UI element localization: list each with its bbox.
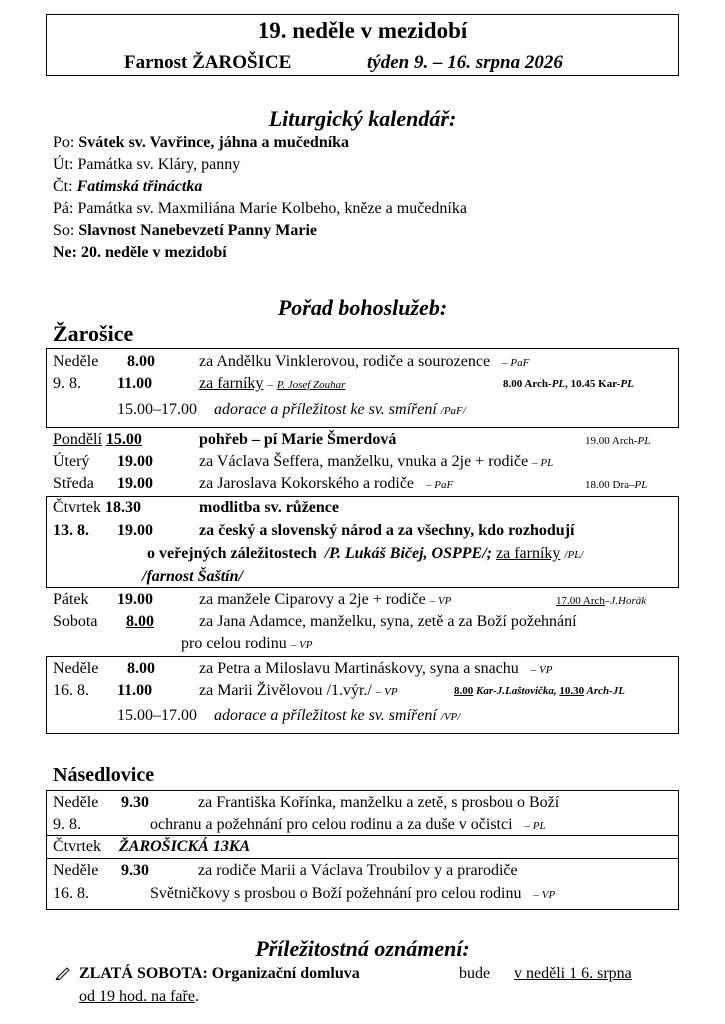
parish-name: Farnost ŽAROŠICE — [124, 52, 292, 73]
announcement-item: v neděli 1 6. srpna — [514, 965, 632, 982]
service-day: Čtvrtek — [53, 838, 101, 855]
service-day: Pátek — [53, 591, 89, 608]
service-day: Úterý — [53, 453, 90, 470]
service-intention-cont: /farnost Šaštín/ — [142, 568, 243, 585]
service-intention: za Petra a Miloslavu Martináskovy, syna a snachu – VP — [199, 660, 553, 677]
service-intention: za Františka Kořínka, manželku a zetě, s prosbou o Boží — [198, 794, 560, 811]
service-time: 19.00 — [117, 475, 153, 492]
service-date: 9. 8. — [53, 816, 81, 833]
service-intention: za český a slovenský národ a za všechny, kdo rozhodují — [199, 522, 575, 539]
service-row: Neděle — [53, 353, 99, 370]
calendar-day: Po: Svátek sv. Vavřince, jáhna a mučedníka — [53, 134, 350, 151]
announcement-item: od 19 hod. na faře. — [79, 988, 199, 1005]
service-time: 8.00 — [127, 660, 155, 677]
services-heading: Pořad bohoslužeb: — [277, 295, 448, 320]
service-date: 9. 8. — [53, 375, 81, 392]
service-locations: 18.00 Dra–PL — [585, 479, 648, 491]
service-row-monday: Pondělí 15.00 — [53, 431, 142, 448]
service-intention: pohřeb – pí Marie Šmerdová — [199, 431, 397, 448]
announcement-item: ZLATÁ SOBOTA: Organizační domluva — [79, 965, 360, 982]
calendar-day: Út: Památka sv. Kláry, panny — [53, 156, 241, 173]
calendar-heading: Liturgický kalendář: — [268, 106, 457, 131]
service-time: 11.00 — [117, 682, 153, 699]
service-intention: za manžele Ciparovy a 2je + rodiče – VP — [199, 591, 452, 608]
adoration-time: 15.00–17.00 — [117, 707, 197, 724]
zarosice-heading: Žarošice — [53, 321, 134, 346]
announcements-heading: Příležitostná oznámení: — [255, 936, 470, 961]
service-intention-cont: Světničkovy s prosbou o Boží požehnání pro celou rodinu – VP — [150, 885, 556, 902]
nasedlovice-divider — [46, 858, 679, 859]
service-intention: za Jana Adamce, manželku, syna, zetě a za Boží požehnání — [199, 613, 577, 630]
service-date: 16. 8. — [53, 682, 89, 699]
adoration-time: 15.00–17.00 — [117, 401, 197, 418]
service-date: 16. 8. — [53, 885, 89, 902]
service-intention: ŽAROŠICKÁ 13KA — [119, 838, 251, 855]
service-intention-cont: pro celou rodinu – VP — [181, 635, 313, 652]
service-date: 13. 8. — [53, 522, 89, 539]
service-intention: za Václava Šeffera, manželku, vnuka a 2je + rodiče – PL — [199, 453, 554, 470]
service-locations: 8.00 Arch-PL, 10.45 Kar-PL — [503, 378, 634, 390]
adoration-text: adorace a příležitost ke sv. smíření /VP/ — [214, 707, 461, 724]
service-time: 19.00 — [117, 522, 153, 539]
service-intention: za Marii Živělovou /1.výr./ – VP — [199, 682, 398, 699]
service-locations: 8.00 Kar-J.Laštovička, 10.30 Arch-JL — [454, 685, 626, 697]
service-time: 9.30 — [121, 862, 149, 879]
service-time: 8.00 — [126, 613, 154, 630]
service-intention-cont: ochranu a požehnání pro celou rodinu a za duše v očistci – PL — [150, 816, 546, 833]
service-locations: 17.00 Arch–J.Horák — [556, 595, 647, 607]
service-time: 8.00 — [127, 353, 155, 370]
calendar-day: So: Slavnost Nanebevzetí Panny Marie — [53, 222, 317, 239]
service-intention: za rodiče Marii a Václava Troubilov y a prarodiče — [198, 862, 518, 879]
service-intention-cont: o veřejných záležitostech /P. Lukáš Bičej, OSPPE/; za farníky /PL/ — [147, 545, 584, 562]
pen-icon — [55, 966, 71, 984]
service-day: Čtvrtek 18.30 — [53, 499, 141, 516]
calendar-day: Čt: Fatimská třináctka — [53, 178, 203, 195]
adoration-text: adorace a příležitost ke sv. smíření /PaF/ — [214, 401, 466, 418]
service-time: 19.00 — [117, 591, 153, 608]
service-intention: za Jaroslava Kokorského a rodiče – PaF — [199, 475, 454, 492]
service-intention: za farníky – P. Josef Zouhar — [199, 375, 346, 392]
calendar-day: Ne: 20. neděle v mezidobí — [53, 244, 227, 261]
service-day: Neděle — [53, 862, 99, 879]
service-time: 11.00 — [117, 375, 153, 392]
page-title: 19. neděle v mezidobí — [257, 18, 468, 43]
service-day: Neděle — [53, 794, 99, 811]
service-day: Neděle — [53, 660, 99, 677]
service-intention: modlitba sv. růžence — [199, 499, 339, 516]
service-day: Sobota — [53, 613, 98, 630]
service-intention: za Andělku Vinklerovou, rodiče a sourozence – PaF — [199, 353, 530, 370]
nasedlovice-divider — [46, 835, 679, 836]
week-range: týden 9. – 16. srpna 2026 — [367, 52, 563, 73]
service-locations: 19.00 Arch-PL — [585, 435, 651, 447]
service-day: Středa — [53, 475, 94, 492]
calendar-day: Pá: Památka sv. Maxmiliána Marie Kolbeho, kněze a mučedníka — [53, 200, 467, 217]
service-time: 19.00 — [117, 453, 153, 470]
announcement-item: bude — [459, 965, 491, 982]
service-time: 9.30 — [121, 794, 149, 811]
nasedlovice-heading: Násedlovice — [53, 764, 155, 786]
